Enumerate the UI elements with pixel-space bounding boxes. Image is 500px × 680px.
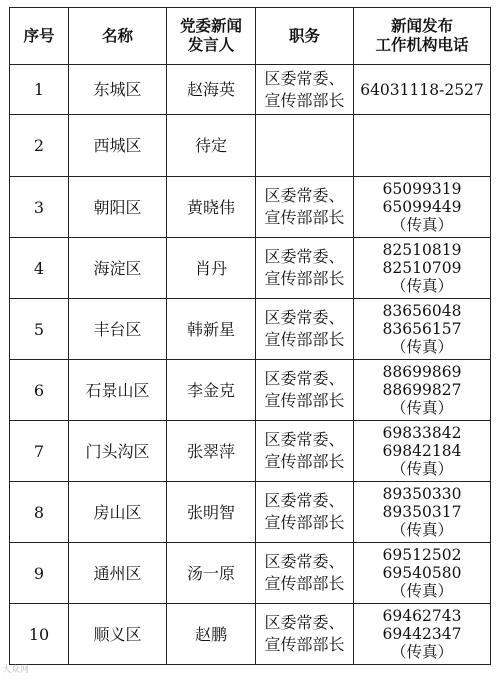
cell-district-name: 丰台区 xyxy=(69,299,167,360)
phone-line: 82510709 xyxy=(382,259,462,277)
table-row xyxy=(10,543,491,604)
phone-line: （传真） xyxy=(390,521,453,539)
watermark: 大众网 xyxy=(2,665,30,675)
cell-phone xyxy=(354,115,491,177)
cell-district-name: 顺义区 xyxy=(69,604,167,665)
phone-line: （传真） xyxy=(390,399,453,417)
position-line: 宣传部部长 xyxy=(264,90,345,110)
table-row xyxy=(10,360,491,421)
cell-phone xyxy=(354,177,491,238)
position-line: 区委常委、 xyxy=(264,552,345,571)
position-line: 宣传部部长 xyxy=(264,391,345,410)
header-position: 职务 xyxy=(256,8,354,65)
position-line: 区委常委、 xyxy=(264,369,345,388)
phone-line: 88699869 xyxy=(382,363,462,381)
cell-position xyxy=(256,115,354,177)
cell-position xyxy=(256,65,354,115)
cell-index: 3 xyxy=(10,177,69,238)
cell-phone xyxy=(354,299,491,360)
header-spokesperson-line1: 党委新闻 xyxy=(179,17,242,35)
cell-district-name: 房山区 xyxy=(69,482,167,543)
header-phone xyxy=(354,8,491,65)
cell-position xyxy=(256,299,354,360)
phone-line: 88699827 xyxy=(382,381,462,399)
header-spokesperson-line2: 发言人 xyxy=(187,36,235,54)
phone-line: 89350317 xyxy=(382,503,462,521)
spokesperson-table xyxy=(9,7,491,665)
phone-line: （传真） xyxy=(390,277,453,295)
cell-index: 2 xyxy=(10,115,69,177)
cell-phone xyxy=(354,604,491,665)
cell-index: 4 xyxy=(10,238,69,299)
position-line: 宣传部部长 xyxy=(264,208,345,227)
cell-index: 9 xyxy=(10,543,69,604)
header-name: 名称 xyxy=(69,8,167,65)
cell-phone xyxy=(354,360,491,421)
cell-district-name: 石景山区 xyxy=(69,360,167,421)
cell-district-name: 西城区 xyxy=(69,115,167,177)
cell-spokesperson: 张翠萍 xyxy=(167,421,256,482)
phone-line: 69842184 xyxy=(382,442,462,460)
position-line: 宣传部部长 xyxy=(264,330,345,349)
cell-position xyxy=(256,543,354,604)
table-row xyxy=(10,421,491,482)
cell-index: 8 xyxy=(10,482,69,543)
table-row xyxy=(10,177,491,238)
cell-spokesperson: 汤一原 xyxy=(167,543,256,604)
table-header-row xyxy=(10,8,491,65)
cell-position xyxy=(256,238,354,299)
phone-line: （传真） xyxy=(390,460,453,478)
cell-phone xyxy=(354,482,491,543)
phone-line: 83656157 xyxy=(382,320,462,338)
cell-district-name: 通州区 xyxy=(69,543,167,604)
cell-index: 1 xyxy=(10,65,69,115)
phone-line: （传真） xyxy=(390,582,453,600)
phone-line: 65099319 xyxy=(382,180,462,198)
cell-spokesperson: 赵鹏 xyxy=(167,604,256,665)
position-line: 区委常委、 xyxy=(264,68,345,88)
cell-phone xyxy=(354,65,491,115)
table-row xyxy=(10,238,491,299)
cell-spokesperson: 李金克 xyxy=(167,360,256,421)
cell-district-name: 朝阳区 xyxy=(69,177,167,238)
phone-line: 83656048 xyxy=(382,302,462,320)
position-line: 区委常委、 xyxy=(264,613,345,632)
cell-district-name: 海淀区 xyxy=(69,238,167,299)
table-row xyxy=(10,482,491,543)
position-line: 宣传部部长 xyxy=(264,635,345,654)
cell-spokesperson: 黄晓伟 xyxy=(167,177,256,238)
cell-position xyxy=(256,604,354,665)
position-line: 区委常委、 xyxy=(264,308,345,327)
position-line: 区委常委、 xyxy=(264,430,345,449)
phone-line: （传真） xyxy=(390,643,453,661)
cell-spokesperson: 待定 xyxy=(167,115,256,177)
position-line: 宣传部部长 xyxy=(264,513,345,532)
cell-index: 7 xyxy=(10,421,69,482)
phone-line: 82510819 xyxy=(382,241,462,259)
header-phone-line2: 工作机构电话 xyxy=(375,36,469,54)
phone-line: 69442347 xyxy=(382,625,462,643)
table-body xyxy=(10,65,491,665)
cell-position xyxy=(256,421,354,482)
phone-line: （传真） xyxy=(390,216,453,234)
position-line: 区委常委、 xyxy=(264,247,345,266)
cell-spokesperson: 肖丹 xyxy=(167,238,256,299)
phone-line: （传真） xyxy=(390,338,453,356)
position-line: 宣传部部长 xyxy=(264,574,345,593)
table-row xyxy=(10,115,491,177)
table-row xyxy=(10,65,491,115)
cell-position xyxy=(256,177,354,238)
cell-phone xyxy=(354,421,491,482)
position-line: 区委常委、 xyxy=(264,491,345,510)
cell-phone xyxy=(354,238,491,299)
position-line: 宣传部部长 xyxy=(264,452,345,471)
phone-line: 69540580 xyxy=(382,564,462,582)
cell-spokesperson: 张明智 xyxy=(167,482,256,543)
cell-index: 5 xyxy=(10,299,69,360)
cell-index: 6 xyxy=(10,360,69,421)
table-row xyxy=(10,604,491,665)
cell-district-name: 门头沟区 xyxy=(69,421,167,482)
cell-position xyxy=(256,482,354,543)
phone-line: 89350330 xyxy=(382,485,462,503)
phone-line: 64031118-2527 xyxy=(360,80,484,99)
header-index: 序号 xyxy=(10,8,69,65)
table-row xyxy=(10,299,491,360)
phone-line: 69833842 xyxy=(382,424,462,442)
position-line: 宣传部部长 xyxy=(264,269,345,288)
cell-phone xyxy=(354,543,491,604)
cell-index: 10 xyxy=(10,604,69,665)
cell-spokesperson: 韩新星 xyxy=(167,299,256,360)
phone-line: 69462743 xyxy=(382,607,462,625)
cell-position xyxy=(256,360,354,421)
position-line: 区委常委、 xyxy=(264,186,345,205)
cell-district-name: 东城区 xyxy=(69,65,167,115)
phone-line: 69512502 xyxy=(382,546,462,564)
phone-line: 65099449 xyxy=(382,198,462,216)
header-spokesperson xyxy=(167,8,256,65)
cell-spokesperson: 赵海英 xyxy=(167,65,256,115)
header-phone-line1: 新闻发布 xyxy=(390,17,453,35)
